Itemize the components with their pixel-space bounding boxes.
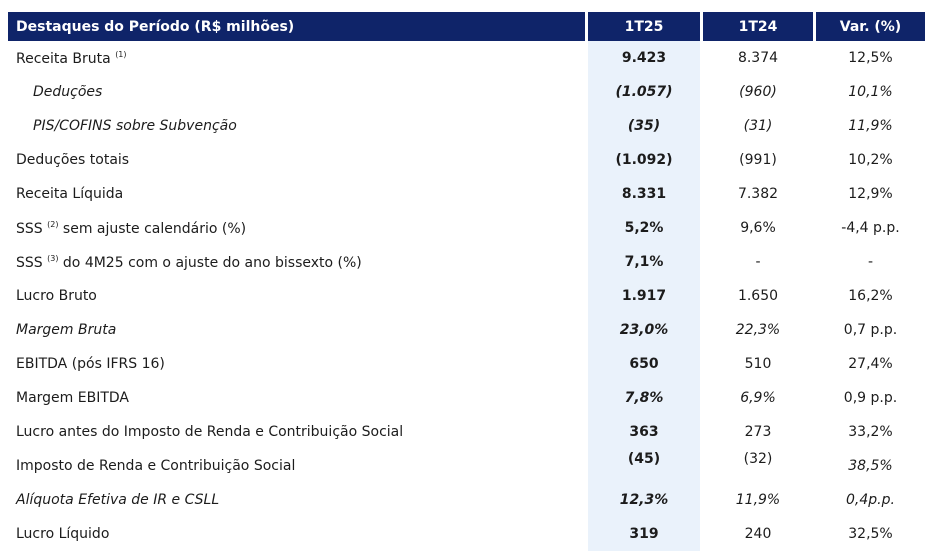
value-1t24: 240 bbox=[744, 526, 772, 542]
value-var: 0,7 p.p. bbox=[843, 322, 898, 338]
table-row bbox=[8, 279, 925, 313]
value-1t25: (35) bbox=[588, 109, 700, 143]
table-row bbox=[8, 143, 925, 177]
value-var: 11,9% bbox=[848, 118, 893, 134]
value-1t25: 1.917 bbox=[588, 279, 700, 313]
value-1t25: 9.423 bbox=[588, 41, 700, 75]
value-1t24: 22,3% bbox=[735, 322, 781, 338]
row-label: Alíquota Efetiva de IR e CSLL bbox=[16, 492, 220, 508]
table-row bbox=[8, 483, 925, 517]
value-1t25: 5,2% bbox=[588, 211, 700, 245]
highlights-table bbox=[8, 12, 925, 551]
row-label: Lucro Líquido bbox=[16, 526, 110, 542]
value-1t25: (1.092) bbox=[588, 143, 700, 177]
row-label: Imposto de Renda e Contribuição Social bbox=[16, 458, 296, 474]
value-1t25: (1.057) bbox=[588, 75, 700, 109]
row-label: Receita Líquida bbox=[16, 186, 124, 202]
value-var: -4,4 p.p. bbox=[841, 220, 900, 236]
footnote-marker: (2) bbox=[47, 219, 59, 229]
table-row bbox=[8, 313, 925, 347]
value-1t24: 11,9% bbox=[735, 492, 781, 508]
row-label: Lucro antes do Imposto de Renda e Contribuição Social bbox=[16, 424, 404, 440]
value-1t24: 273 bbox=[744, 424, 772, 440]
value-var: 0,4p.p. bbox=[846, 492, 895, 508]
footnote-marker: (1) bbox=[115, 49, 127, 59]
value-1t24: (991) bbox=[739, 152, 777, 168]
table-row bbox=[8, 415, 925, 449]
value-var: 16,2% bbox=[848, 288, 893, 304]
footnote-marker: (3) bbox=[47, 253, 59, 263]
value-1t24: 510 bbox=[744, 356, 772, 372]
value-var: 12,5% bbox=[848, 50, 893, 66]
table-row bbox=[8, 517, 925, 551]
value-var: 32,5% bbox=[848, 526, 893, 542]
value-var: - bbox=[867, 254, 874, 270]
value-1t24: (31) bbox=[743, 118, 773, 134]
header-1t25: 1T25 bbox=[588, 12, 700, 41]
value-1t24: 1.650 bbox=[737, 288, 779, 304]
value-1t25: 23,0% bbox=[588, 313, 700, 347]
value-1t25: (45) bbox=[588, 449, 700, 483]
table-header bbox=[8, 12, 925, 41]
row-label: Deduções bbox=[33, 84, 103, 100]
value-var: 10,2% bbox=[848, 152, 893, 168]
row-label: PIS/COFINS sobre Subvenção bbox=[33, 118, 237, 134]
row-label: EBITDA (pós IFRS 16) bbox=[16, 356, 165, 372]
row-label: Margem Bruta bbox=[16, 322, 117, 338]
value-1t25: 7,8% bbox=[588, 381, 700, 415]
value-var: 12,9% bbox=[848, 186, 893, 202]
table-row bbox=[8, 347, 925, 381]
table-row bbox=[8, 177, 925, 211]
value-1t24: (960) bbox=[739, 84, 777, 100]
value-var: 27,4% bbox=[848, 356, 893, 372]
table-row bbox=[8, 381, 925, 415]
table-row bbox=[8, 109, 925, 143]
value-1t24: 9,6% bbox=[740, 220, 776, 236]
header-1t24: 1T24 bbox=[703, 12, 813, 41]
value-1t25: 7,1% bbox=[588, 245, 700, 279]
table-row bbox=[8, 41, 925, 75]
value-1t24: 8.374 bbox=[737, 50, 779, 66]
value-var: 38,5% bbox=[848, 458, 893, 474]
value-1t24: (32) bbox=[743, 451, 773, 467]
value-1t25: 319 bbox=[588, 517, 700, 551]
value-1t24: 6,9% bbox=[740, 390, 776, 406]
value-1t24: - bbox=[755, 254, 761, 270]
header-label: Destaques do Período (R$ milhões) bbox=[8, 12, 585, 41]
value-var: 0,9 p.p. bbox=[843, 390, 898, 406]
value-1t25: 12,3% bbox=[588, 483, 700, 517]
value-var: 10,1% bbox=[848, 84, 893, 100]
table-row bbox=[8, 75, 925, 109]
table-body bbox=[8, 41, 925, 551]
row-label: Deduções totais bbox=[16, 152, 130, 168]
value-1t25: 8.331 bbox=[588, 177, 700, 211]
row-label: SSS $^{(2)}$ sem ajuste calendário (%) bbox=[16, 219, 247, 237]
value-1t25: 363 bbox=[588, 415, 700, 449]
header-var: Var. (%) bbox=[816, 12, 925, 41]
value-var: 33,2% bbox=[848, 424, 893, 440]
value-1t24: 7.382 bbox=[737, 186, 779, 202]
row-label: Lucro Bruto bbox=[16, 288, 97, 304]
row-label: SSS $^{(3)}$ do 4M25 com o ajuste do ano bissexto (%) bbox=[16, 253, 362, 271]
table-row bbox=[8, 245, 925, 279]
row-label: Margem EBITDA bbox=[16, 390, 129, 406]
value-1t25: 650 bbox=[588, 347, 700, 381]
table-row bbox=[8, 449, 925, 483]
row-label: Receita Bruta $^{(1)}$ bbox=[16, 49, 127, 67]
table-row bbox=[8, 211, 925, 245]
